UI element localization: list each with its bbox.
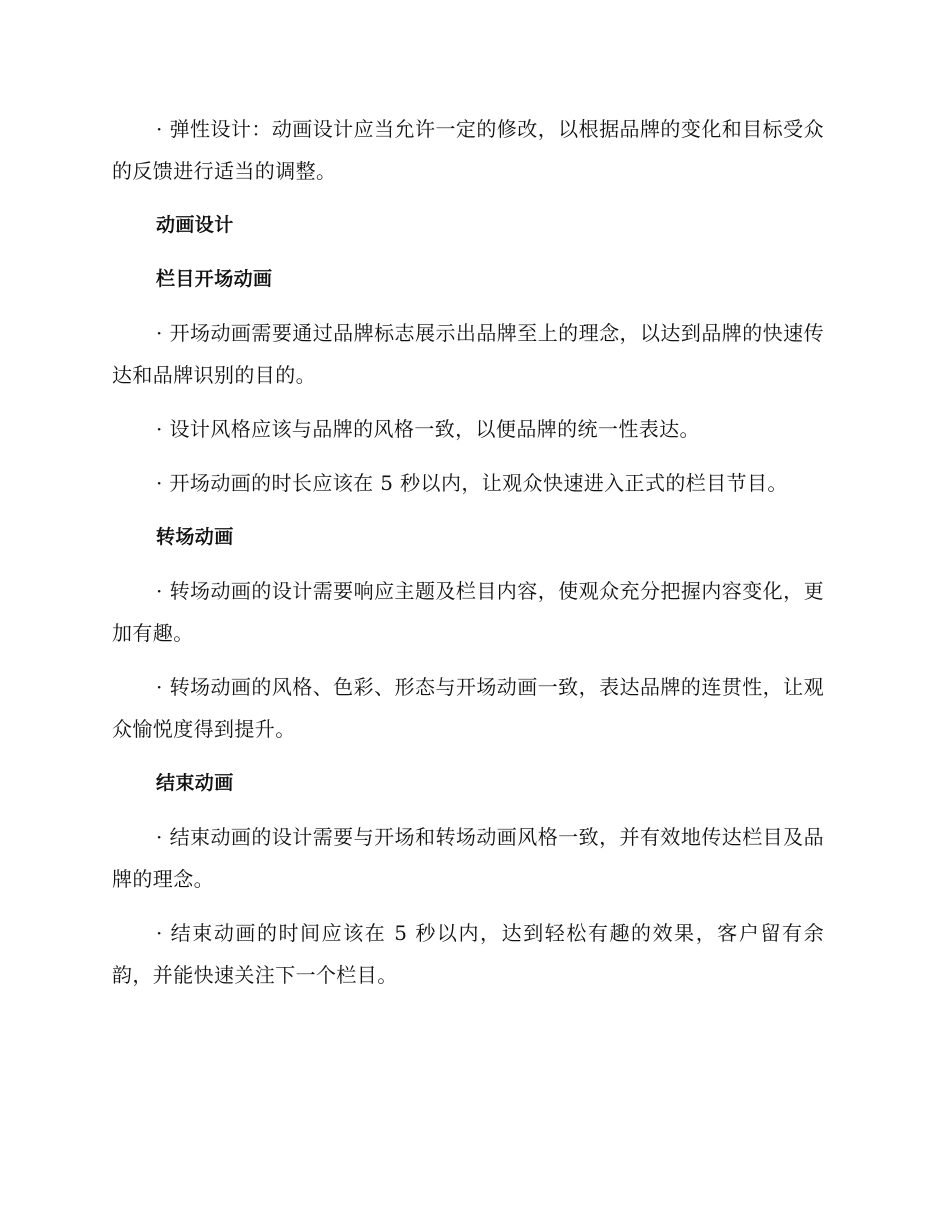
paragraph-opening-style: · 设计风格应该与品牌的风格一致，以便品牌的统一性表达。 [156, 417, 700, 441]
paragraph-ending-duration: · 结束动画的时间应该在 5 秒以内，达到轻松有趣的效果，客户留有余韵，并能快速关注下一个栏目。 [112, 921, 824, 987]
paragraph-transition-style: · 转场动画的风格、色彩、形态与开场动画一致，表达品牌的连贯性，让观众愉悦度得到提升。 [112, 675, 824, 741]
subheading-opening-animation: 栏目开场动画 [156, 268, 273, 290]
paragraph-transition-design: · 转场动画的设计需要响应主题及栏目内容，使观众充分把握内容变化，更加有趣。 [112, 579, 824, 645]
document-page [112, 108, 824, 996]
paragraph-flexible-design: · 弹性设计：动画设计应当允许一定的修改，以根据品牌的变化和目标受众的反馈进行适当的调整。 [112, 117, 824, 183]
paragraph-opening-brand-logo: · 开场动画需要通过品牌标志展示出品牌至上的理念，以达到品牌的快速传达和品牌识别的目的。 [112, 321, 824, 387]
subheading-transition-animation: 转场动画 [156, 526, 234, 548]
paragraph-ending-design: · 结束动画的设计需要与开场和转场动画风格一致，并有效地传达栏目及品牌的理念。 [112, 825, 824, 891]
subheading-ending-animation: 结束动画 [156, 772, 234, 794]
paragraph-opening-duration: · 开场动画的时长应该在 5 秒以内，让观众快速进入正式的栏目节目。 [156, 471, 788, 495]
section-heading-animation-design: 动画设计 [156, 214, 234, 236]
